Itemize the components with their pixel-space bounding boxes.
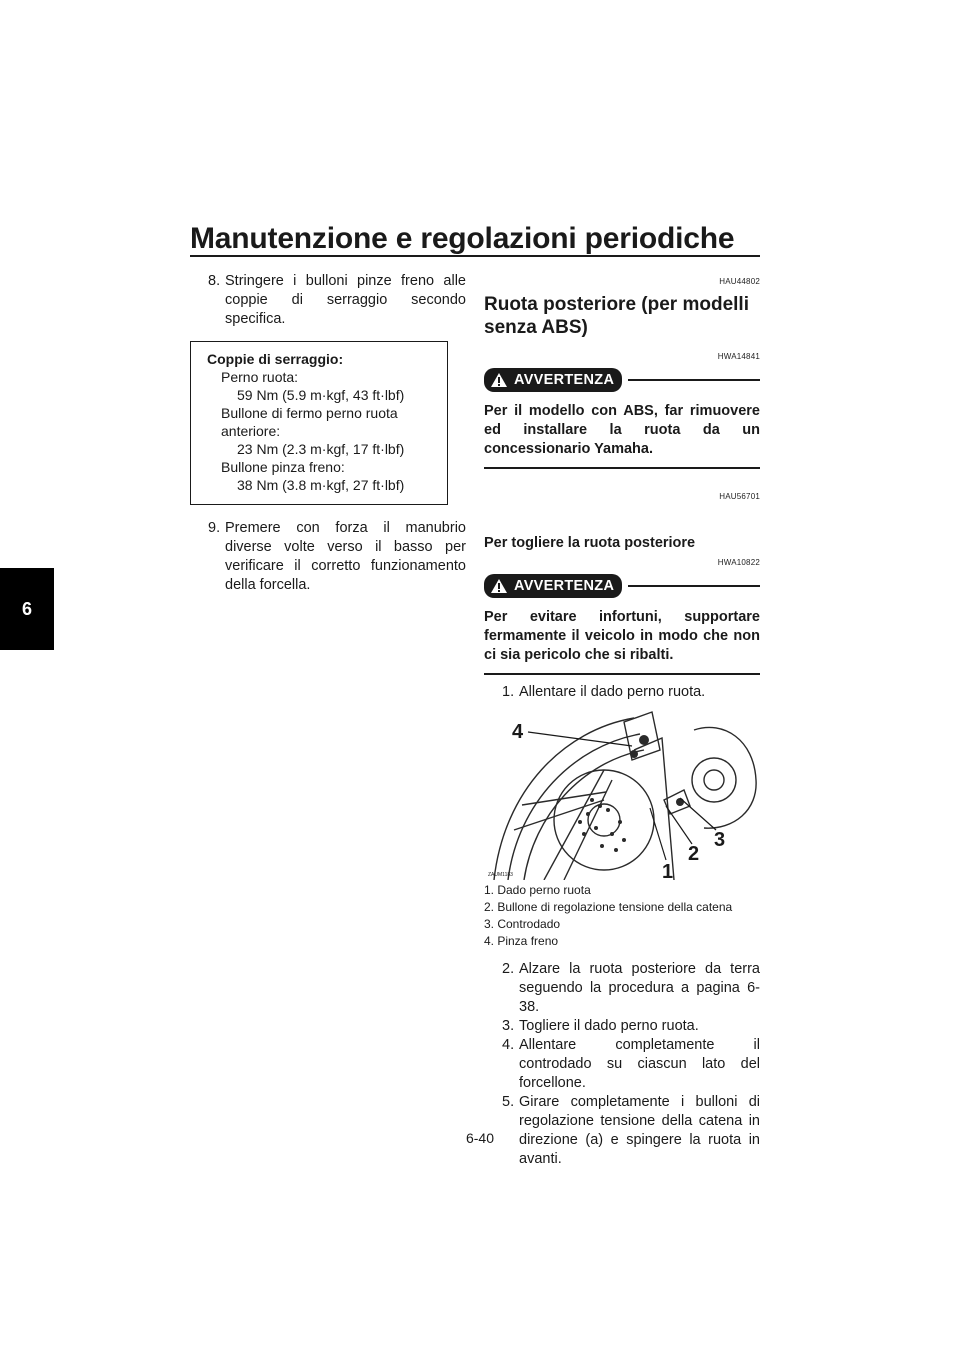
page-title: Manutenzione e regolazioni periodiche	[190, 222, 735, 255]
warning-rule	[628, 585, 760, 587]
reference-code: HAU56701	[719, 492, 760, 501]
spec-label: Bullone pinza freno:	[221, 459, 345, 475]
warning-header	[484, 368, 760, 392]
figure-callout-1: 1	[662, 861, 674, 880]
section-heading: Ruota posteriore (per modelli senza ABS)	[484, 294, 749, 338]
step-text: Stringere i bulloni pinze freno alle coppie di serraggio secondo specifica.	[225, 273, 466, 327]
subsection-heading: Per togliere la ruota posteriore	[484, 535, 696, 551]
figure-callout-4: 4	[512, 721, 524, 743]
title-rule	[190, 255, 760, 257]
step-2	[502, 960, 760, 1017]
spec-title: Coppie di serraggio:	[207, 351, 344, 367]
spec-value: 38 Nm (3.8 m·kgf, 27 ft·lbf)	[237, 477, 405, 493]
chapter-tab: 6	[0, 568, 54, 650]
step-text: Allentare completamente il controdado su ciascun lato del forcellone.	[519, 1037, 760, 1091]
rear-wheel-figure	[484, 710, 760, 880]
spec-value: 23 Nm (2.3 m·kgf, 17 ft·lbf)	[237, 441, 405, 457]
step-1	[484, 683, 760, 702]
warning-end-rule	[484, 467, 760, 469]
warning-label: AVVERTENZA	[514, 371, 615, 388]
reference-code: HAU44802	[719, 277, 760, 286]
figure-callout-2: 2	[688, 843, 700, 865]
step-text: Premere con forza il manubrio diverse volte verso il basso per verificare il corretto funzionamento della forcella.	[225, 520, 466, 593]
caption-item: 1. Dado perno ruota	[484, 883, 591, 897]
warning-badge	[484, 574, 622, 598]
step-number: 9.	[208, 520, 221, 536]
spec-label: Bullone di fermo perno ruota anteriore:	[221, 405, 398, 439]
figure-code: ZAUM1183	[488, 872, 513, 878]
warning-header	[484, 574, 760, 598]
step-number: 5.	[502, 1094, 515, 1110]
step-text: Allentare il dado perno ruota.	[519, 684, 706, 700]
step-text: Girare completamente i bulloni di regolazione tensione della catena in direzione (a) e spingere la ruota in avanti.	[519, 1094, 760, 1167]
reference-code: HWA10822	[717, 558, 760, 567]
step-number: 8.	[208, 273, 221, 289]
warning-triangle-icon	[490, 578, 508, 594]
warning-label: AVVERTENZA	[514, 577, 615, 594]
torque-spec-box	[190, 341, 448, 505]
caption-item: 4. Pinza freno	[484, 934, 559, 948]
spec-label: Perno ruota:	[221, 369, 299, 385]
warning-text: Per evitare infortuni, supportare fermamente il veicolo in modo che non ci sia pericolo che si ribalti.	[484, 609, 760, 663]
warning-text: Per il modello con ABS, far rimuovere ed installare la ruota da un concessionario Yamaha.	[484, 403, 760, 457]
reference-code: HWA14841	[717, 352, 760, 361]
step-number: 1.	[502, 684, 515, 700]
warning-end-rule	[484, 673, 760, 675]
left-column	[208, 272, 466, 595]
right-column	[484, 272, 760, 1169]
figure-callout-3: 3	[714, 829, 726, 851]
step-3	[502, 1017, 760, 1036]
warning-triangle-icon	[490, 372, 508, 388]
page-number: 6-40	[465, 1130, 495, 1146]
step-9	[208, 519, 466, 595]
spec-value: 59 Nm (5.9 m·kgf, 43 ft·lbf)	[237, 387, 405, 403]
step-number: 4.	[502, 1037, 515, 1053]
figure-captions	[484, 882, 760, 950]
step-text: Alzare la ruota posteriore da terra seguendo la procedura a pagina 6-38.	[519, 961, 760, 1015]
step-text: Togliere il dado perno ruota.	[519, 1018, 699, 1034]
caption-item: 2. Bullone di regolazione tensione della catena	[484, 900, 733, 914]
step-number: 3.	[502, 1018, 515, 1034]
step-8	[208, 272, 466, 329]
warning-rule	[628, 379, 760, 381]
caption-item: 3. Controdado	[484, 917, 561, 931]
warning-badge	[484, 368, 622, 392]
step-number: 2.	[502, 961, 515, 977]
step-4	[502, 1036, 760, 1093]
